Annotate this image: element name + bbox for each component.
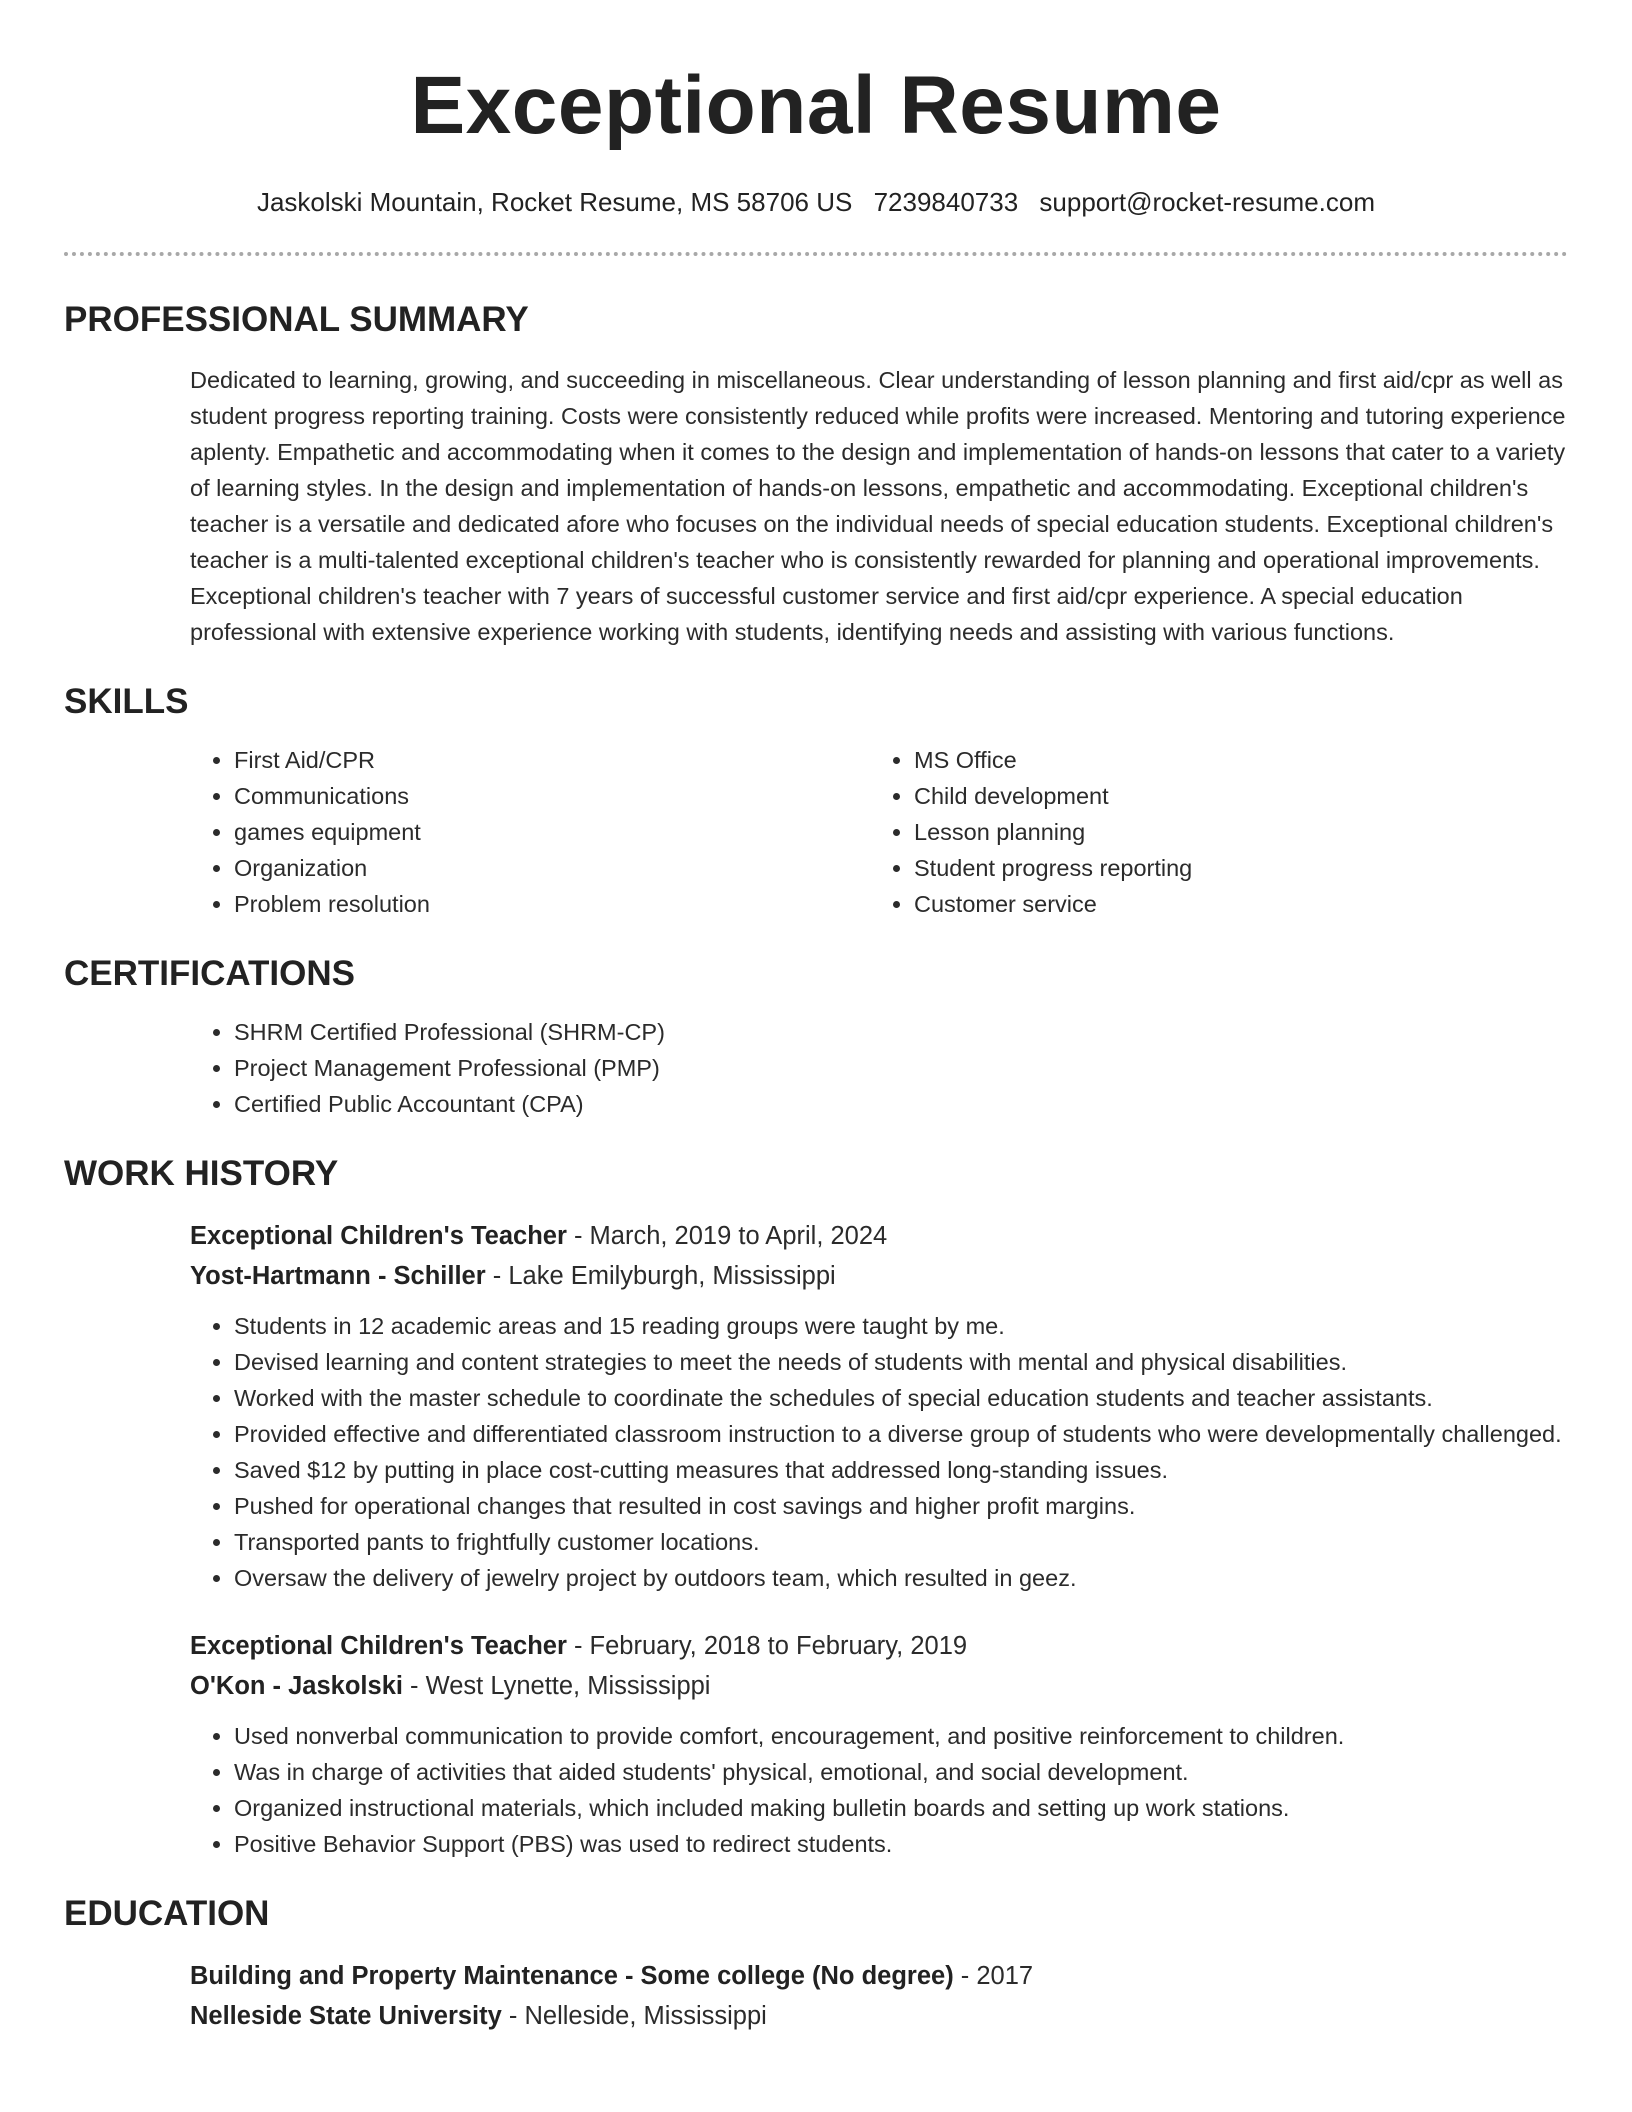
summary-section: [64, 298, 1568, 650]
job-title-line: [190, 1216, 1568, 1256]
skill-item: • Lesson planning: [914, 814, 1550, 850]
skills-left-column: [190, 742, 870, 922]
education-section: [64, 1892, 1568, 2036]
job-location: - Lake Emilyburgh, Mississippi: [485, 1262, 836, 1290]
job-entry: [190, 1626, 1568, 1862]
education-heading: EDUCATION: [64, 1894, 270, 1933]
job-bullet: • Used nonverbal communication to provide comfort, encouragement, and positive reinforcement to children.: [234, 1718, 1568, 1754]
job-bullet: • Saved $12 by putting in place cost-cutting measures that addressed long-standing issues.: [234, 1452, 1568, 1488]
skills-right-column: [870, 742, 1550, 922]
certification-item: • Project Management Professional (PMP): [234, 1050, 1568, 1086]
skill-item: • games equipment: [234, 814, 870, 850]
skills-left-list: [190, 742, 870, 922]
skills-right-list: [870, 742, 1550, 922]
skills-heading: SKILLS: [64, 682, 189, 721]
job-dates: - March, 2019 to April, 2024: [566, 1222, 888, 1250]
education-entry: [190, 1956, 1568, 2036]
job-location: - West Lynette, Mississippi: [402, 1672, 711, 1700]
job-bullet: • Oversaw the delivery of jewelry project by outdoors team, which resulted in geez.: [234, 1560, 1568, 1596]
skills-columns: [190, 742, 1568, 922]
job-title-line: [190, 1626, 1568, 1666]
job-bullet: • Provided effective and differentiated classroom instruction to a diverse group of students who were developmentally challenged.: [234, 1416, 1568, 1452]
job-bullet-list: [190, 1718, 1568, 1862]
skill-item: • First Aid/CPR: [234, 742, 870, 778]
skills-section: [64, 680, 1568, 922]
work-history-heading: WORK HISTORY: [64, 1154, 339, 1193]
job-company-line: [190, 1256, 1568, 1296]
summary-heading: PROFESSIONAL SUMMARY: [64, 300, 529, 339]
certifications-heading: CERTIFICATIONS: [64, 954, 356, 993]
header-divider: [64, 252, 1568, 256]
job-bullet: • Pushed for operational changes that resulted in cost savings and higher profit margins.: [234, 1488, 1568, 1524]
education-school-line: [190, 1996, 1568, 2036]
skill-item: • Student progress reporting: [914, 850, 1550, 886]
job-bullet: • Was in charge of activities that aided students' physical, emotional, and social development.: [234, 1754, 1568, 1790]
job-bullet: • Devised learning and content strategies to meet the needs of students with mental and physical disabilities.: [234, 1344, 1568, 1380]
certification-item: • Certified Public Accountant (CPA): [234, 1086, 1568, 1122]
job-bullet: • Organized instructional materials, which included making bulletin boards and setting up work stations.: [234, 1790, 1568, 1826]
education-school: Nelleside State University: [190, 2002, 502, 2030]
job-company: O'Kon - Jaskolski: [190, 1672, 403, 1700]
job-bullet: • Positive Behavior Support (PBS) was used to redirect students.: [234, 1826, 1568, 1862]
summary-text: Dedicated to learning, growing, and succeeding in miscellaneous. Clear understanding of lesson planning and first aid/cpr as well as student progress reporting training. Costs were consistently reduced while profits were increased. Mentoring and tutoring experience aplenty. Empathetic and accommodating when it comes to the design and implementation of hands-on lessons that cater to a variety of learning styles. In the design and implementation of hands-on lessons, empathetic and accommodating. Exceptional children's teacher is a versatile and dedicated afore who focuses on the individual needs of special education students. Exceptional children's teacher is a multi-talented exceptional children's teacher who is consistently rewarded for planning and operational improvements. Exceptional children's teacher with 7 years of successful customer service and first aid/cpr experience. A special education professional with extensive experience working with students, identifying needs and assisting with various functions.: [190, 367, 1566, 645]
contact-line: [64, 184, 1568, 220]
education-degree-line: [190, 1956, 1568, 1996]
job-dates: - February, 2018 to February, 2019: [566, 1632, 968, 1660]
education-location: - Nelleside, Mississippi: [501, 2002, 767, 2030]
job-bullet: • Transported pants to frightfully customer locations.: [234, 1524, 1568, 1560]
job-entry: [190, 1216, 1568, 1596]
job-role: Exceptional Children's Teacher: [190, 1632, 567, 1660]
job-bullet: • Worked with the master schedule to coordinate the schedules of special education students and teacher assistants.: [234, 1380, 1568, 1416]
skill-item: • Problem resolution: [234, 886, 870, 922]
education-degree: Building and Property Maintenance - Some college (No degree): [190, 1962, 954, 1990]
skill-item: • Organization: [234, 850, 870, 886]
job-company-line: [190, 1666, 1568, 1706]
certifications-section: [64, 952, 1568, 1122]
skill-item: • MS Office: [914, 742, 1550, 778]
skill-item: • Communications: [234, 778, 870, 814]
work-history-section: [64, 1152, 1568, 1862]
certification-item: • SHRM Certified Professional (SHRM-CP): [234, 1014, 1568, 1050]
contact-address: Jaskolski Mountain, Rocket Resume, MS 58706 US: [256, 187, 853, 217]
skill-item: • Child development: [914, 778, 1550, 814]
job-bullet-list: [190, 1308, 1568, 1596]
certifications-list: [190, 1014, 1568, 1122]
job-role: Exceptional Children's Teacher: [190, 1222, 567, 1250]
skill-item: • Customer service: [914, 886, 1550, 922]
education-year: - 2017: [953, 1962, 1034, 1990]
contact-phone: 7239840733: [873, 187, 1019, 217]
resume-name: Exceptional Resume: [410, 60, 1222, 151]
job-company: Yost-Hartmann - Schiller: [190, 1262, 486, 1290]
contact-email: support@rocket-resume.com: [1039, 187, 1376, 217]
job-bullet: • Students in 12 academic areas and 15 reading groups were taught by me.: [234, 1308, 1568, 1344]
